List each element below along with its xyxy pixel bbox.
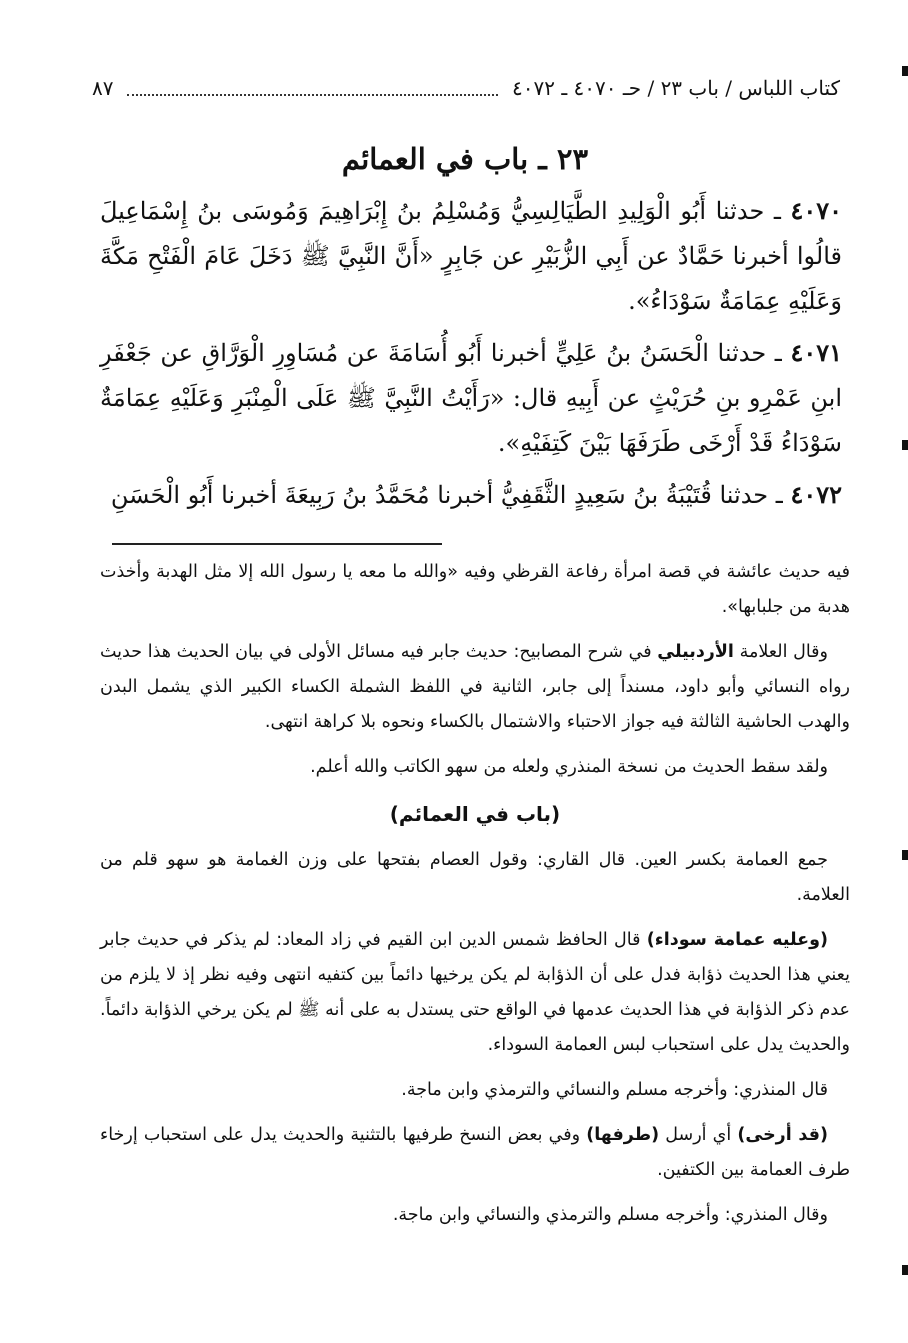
scholar-name: الأردبيلي bbox=[657, 642, 734, 662]
commentary-paragraph bbox=[100, 1198, 850, 1233]
commentary-paragraph bbox=[100, 1073, 850, 1108]
commentary-paragraph bbox=[100, 923, 850, 1063]
chapter-title: ٢٣ ـ باب في العمائم bbox=[341, 142, 589, 176]
commentary-text: قال الحافظ شمس الدين ابن القيم في زاد المعاد: لم يذكر في حديث جابر يعني هذا الحديث ذؤابة فدل على أن الذؤابة لم يكن يرخيها دائماً بين كتفيه انتهى وفيه نظر إذ لا يلزم من عدم ذكر الذؤابة في هذا الحديث عدمها في الواقع حتى يستدل به على أنه ﷺ لم يكن يرخي الذؤابة دائماً. والحديث يدل على استحباب لبس العمامة السوداء. bbox=[100, 930, 850, 1055]
hadith-4071 bbox=[100, 330, 842, 466]
scan-edge-mark bbox=[902, 66, 908, 76]
hadith-number: ٤٠٧١ bbox=[790, 338, 842, 367]
commentary bbox=[100, 555, 850, 1243]
page-number: ٨٧ bbox=[92, 76, 114, 100]
hadith-text: ـ حدثنا أَبُو الْوَلِيدِ الطَّيَالِسِيُّ وَمُسْلِمُ بنُ إِبْرَاهِيمَ وَمُوسَى بنُ إِسْمَاعِيلَ قالُوا أخبرنا حَمَّادٌ عن أَبِي الزُّبَيْرِ عن جَابِرٍ «أَنَّ النَّبِيَّ ﷺ دَخَلَ عَامَ الْفَتْحِ مَكَّةَ وَعَلَيْهِ عِمَامَةٌ سَوْدَاءُ». bbox=[100, 197, 842, 315]
commentary-text: وقال العلامة bbox=[739, 642, 828, 662]
hadith-4070 bbox=[100, 188, 842, 324]
commentary-paragraph bbox=[100, 750, 850, 785]
commentary-text: قال المنذري: وأخرجه مسلم والنسائي والترمذي وابن ماجة. bbox=[401, 1080, 828, 1100]
commentary-paragraph bbox=[100, 555, 850, 625]
hadith-text: ـ حدثنا الْحَسَنُ بنُ عَلِيٍّ أخبرنا أَبُو أُسَامَةَ عن مُسَاوِرِ الْوَرَّاقِ عن جَعْفَرِ ابنِ عَمْرِو بنِ حُرَيْثٍ عن أَبِيهِ قال: «رَأَيْتُ النَّبِيَّ ﷺ عَلَى الْمِنْبَرِ وَعَلَيْهِ عِمَامَةٌ سَوْدَاءُ قَدْ أَرْخَى طَرَفَهَا بَيْنَ كَتِفَيْهِ». bbox=[100, 339, 842, 457]
scan-edge-mark bbox=[902, 440, 908, 450]
quoted-phrase: (وعليه عمامة سوداء) bbox=[646, 930, 828, 950]
hadith-4072 bbox=[100, 472, 842, 518]
quoted-phrase: (طرفها) bbox=[586, 1125, 660, 1145]
running-title: كتاب اللباس / باب ٢٣ / حـ ٤٠٧٠ ـ ٤٠٧٢ bbox=[512, 76, 840, 100]
scan-edge-mark bbox=[902, 1265, 908, 1275]
commentary-paragraph bbox=[100, 635, 850, 740]
commentary-paragraph bbox=[100, 1118, 850, 1188]
commentary-text: وقال المنذري: وأخرجه مسلم والترمذي والنسائي وابن ماجة. bbox=[392, 1205, 828, 1225]
page-header bbox=[92, 70, 840, 106]
commentary-text: فيه حديث عائشة في قصة امرأة رفاعة القرظي وفيه «والله ما معه يا رسول الله إلا مثل الهدبة وأخذت هدبة من جلبابها». bbox=[100, 562, 850, 617]
commentary-text: جمع العمامة بكسر العين. قال القاري: وقول العصام بفتحها على وزن الغمامة هو سهو قلم من العلامة. bbox=[100, 850, 850, 905]
commentary-sub-heading: (باب في العمائم) bbox=[389, 802, 561, 826]
hadith-number: ٤٠٧٠ bbox=[790, 196, 842, 225]
commentary-paragraph bbox=[100, 843, 850, 913]
commentary-text: أي أرسل bbox=[665, 1125, 732, 1145]
commentary-text: في شرح المصابيح: حديث جابر فيه مسائل الأولى في بيان الحديث هذا حديث رواه النسائي وأبو داود، مسنداً إلى جابر، الثانية في اللفظ الشملة الكساء الكبير الذي يشمل البدن والهدب الحاشية الثالثة فيه جواز الاحتباء والاشتمال بالكساء ونحوه بلا كراهة انتهى. bbox=[100, 642, 850, 732]
hadith-main-text bbox=[100, 188, 842, 524]
scan-edge-mark bbox=[902, 850, 908, 860]
hadith-text: ـ حدثنا قُتَيْبَةُ بنُ سَعِيدٍ الثَّقَفِيُّ أخبرنا مُحَمَّدُ بنُ رَبِيعَةَ أخبرنا أَبُو الْحَسَنِ bbox=[110, 481, 783, 509]
hadith-number: ٤٠٧٢ bbox=[790, 480, 842, 509]
quoted-phrase: (قد أرخى) bbox=[737, 1125, 828, 1145]
commentary-text: وفي بعض النسخ طرفيها بالتثنية والحديث يدل على استحباب إرخاء طرف العمامة بين الكتفين. bbox=[100, 1125, 850, 1180]
commentary-text: ولقد سقط الحديث من نسخة المنذري ولعله من سهو الكاتب والله أعلم. bbox=[310, 757, 828, 777]
dotted-leader bbox=[127, 92, 498, 96]
footnote-divider bbox=[112, 543, 442, 545]
